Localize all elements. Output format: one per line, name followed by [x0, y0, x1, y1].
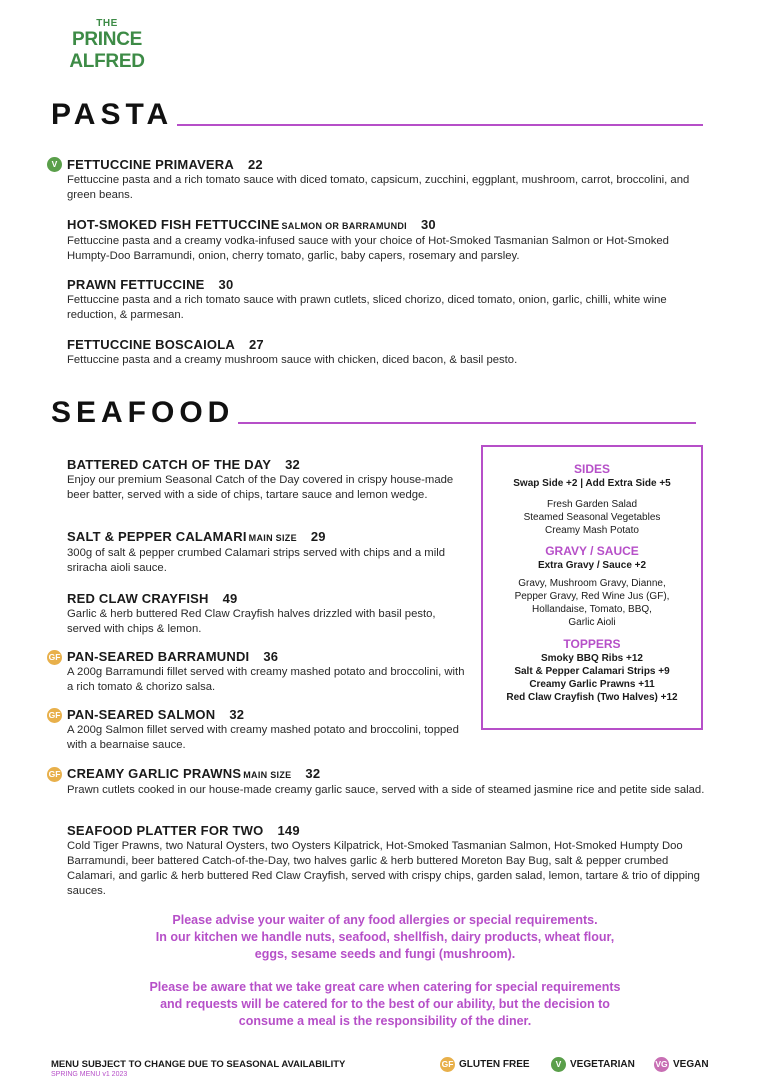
- sides-item: Steamed Seasonal Vegetables: [523, 512, 661, 523]
- menu-version: SPRING MENU v1 2023: [51, 1071, 128, 1078]
- notice-line: and requests will be catered for to the best of our ability, but the decision to: [160, 997, 610, 1011]
- vegetarian-badge: V: [47, 157, 62, 172]
- sides-item: Creamy Mash Potato: [545, 525, 639, 536]
- item-variant: MAIN SIZE: [248, 533, 297, 543]
- logo-name: PRINCE ALFRED: [69, 29, 145, 72]
- menu-item: [67, 591, 467, 637]
- item-description: Fettuccine pasta and a rich tomato sauce with diced tomato, capsicum, zucchini, eggplant, mushroom, carrot, broccolini, and green beans.: [67, 174, 690, 201]
- notice-line: In our kitchen we handle nuts, seafood, shellfish, dairy products, wheat flour,: [155, 930, 615, 944]
- item-description: Prawn cutlets cooked in our house-made creamy garlic sauce, served with a side of steamed jasmine rice and petite side salad.: [67, 784, 705, 796]
- item-description: Cold Tiger Prawns, two Natural Oysters, two Oysters Kilpatrick, Hot-Smoked Tasmanian Salmon, Hot-Smoked Humpty Doo Barramundi, beer battered Catch-of-the-Day, two halves garlic & herb buttered Moreton Bay Bug, salt & pepper crumbed Calamari, and garlic & herb buttered Red Claw Crayfish, served with crispy chips, garden salad, lemon, tartare & trio of dipping sauces.: [67, 840, 700, 897]
- menu-item: [67, 457, 467, 503]
- menu-item: [67, 277, 707, 323]
- menu-item: [67, 337, 707, 368]
- item-price: 27: [248, 337, 264, 352]
- item-name: RED CLAW CRAYFISH: [67, 591, 209, 606]
- seasonal-note: MENU SUBJECT TO CHANGE DUE TO SEASONAL AVAILABILITY: [51, 1059, 346, 1070]
- item-name: CREAMY GARLIC PRAWNS: [67, 766, 242, 781]
- notice-line: Please be aware that we take great care when catering for special requirements: [149, 980, 621, 994]
- sides-title: SIDES: [573, 462, 610, 476]
- item-price: 36: [263, 649, 279, 664]
- item-price: 32: [229, 707, 245, 722]
- seafood-rule: [238, 422, 696, 424]
- pasta-rule: [177, 124, 703, 126]
- item-variant: SALMON OR BARRAMUNDI: [281, 221, 407, 231]
- legend-vegetarian: [551, 1057, 635, 1072]
- menu-item: [67, 766, 712, 798]
- legend-label: VEGETARIAN: [570, 1059, 635, 1070]
- topper-item: Creamy Garlic Prawns +11: [529, 679, 655, 690]
- gravy-item: Garlic Aioli: [568, 617, 616, 628]
- sides-panel: [481, 445, 703, 730]
- gravy-item: Pepper Gravy, Red Wine Jus (GF),: [514, 591, 670, 602]
- topper-item: Salt & Pepper Calamari Strips +9: [514, 666, 670, 677]
- item-price: 30: [218, 277, 234, 292]
- item-price: 49: [222, 591, 238, 606]
- gluten-free-badge: GF: [47, 767, 62, 782]
- sides-item: Fresh Garden Salad: [546, 499, 638, 510]
- vegetarian-badge: V: [551, 1057, 566, 1072]
- gluten-free-badge: GF: [47, 650, 62, 665]
- item-price: 29: [310, 529, 326, 544]
- item-name: PRAWN FETTUCCINE: [67, 277, 205, 292]
- gluten-free-badge: GF: [47, 708, 62, 723]
- toppers-title: TOPPERS: [563, 637, 621, 651]
- logo: [47, 18, 167, 73]
- menu-item: [67, 823, 712, 899]
- logo-the: THE: [96, 18, 118, 29]
- item-name: HOT-SMOKED FISH FETTUCCINE: [67, 217, 280, 232]
- gluten-free-badge: GF: [440, 1057, 455, 1072]
- notice-line: Please advise your waiter of any food allergies or special requirements.: [172, 913, 598, 927]
- legend-label: VEGAN: [673, 1059, 709, 1070]
- item-description: Fettuccine pasta and a creamy vodka-infused sauce with your choice of Hot-Smoked Tasmanian Salmon or Hot-Smoked Humpty-Doo Barramundi, onion, cherry tomato, garlic, baby capers, rosemary and parsley.: [67, 235, 669, 262]
- seafood-heading: [51, 398, 696, 428]
- item-name: FETTUCCINE BOSCAIOLA: [67, 337, 235, 352]
- menu-item: [67, 529, 467, 576]
- item-description: Fettuccine pasta and a rich tomato sauce with prawn cutlets, sliced chorizo, diced tomato, onion, garlic, chilli, white wine reduction, & parmesan.: [67, 294, 667, 321]
- item-name: SALT & PEPPER CALAMARI: [67, 529, 247, 544]
- sides-swap: Swap Side +2 | Add Extra Side +5: [513, 478, 671, 489]
- disclaimer-notice: [60, 979, 710, 1030]
- item-price: 32: [285, 457, 300, 472]
- gravy-title: GRAVY / SAUCE: [545, 544, 639, 558]
- topper-item: Smoky BBQ Ribs +12: [541, 653, 643, 664]
- legend-vegan: [654, 1057, 709, 1072]
- gravy-extra: Extra Gravy / Sauce +2: [537, 560, 647, 571]
- seafood-title: SEAFOOD: [51, 396, 235, 429]
- item-name: PAN-SEARED BARRAMUNDI: [67, 649, 250, 664]
- item-description: A 200g Salmon fillet served with creamy mashed potato and broccolini, topped with a bearnaise sauce.: [67, 724, 459, 751]
- menu-item: [67, 157, 707, 203]
- item-description: Enjoy our premium Seasonal Catch of the Day covered in crispy house-made beer batter, served with a side of chips, tartare sauce and lemon wedge.: [67, 474, 454, 501]
- topper-item: Red Claw Crayfish (Two Halves) +12: [506, 692, 678, 703]
- item-description: A 200g Barramundi fillet served with creamy mashed potato and broccolini, with a rich tomato & chorizo salsa.: [67, 666, 465, 693]
- legend-gluten-free: [440, 1057, 530, 1072]
- item-price: 32: [305, 766, 321, 781]
- gravy-item: Hollandaise, Tomato, BBQ,: [532, 604, 652, 615]
- footer-note: [51, 1059, 345, 1079]
- vegan-badge: VG: [654, 1057, 669, 1072]
- notice-line: consume a meal is the responsibility of the diner.: [238, 1014, 532, 1028]
- legend-label: GLUTEN FREE: [459, 1059, 530, 1070]
- menu-item: [67, 217, 707, 264]
- notice-line: eggs, sesame seeds and fungi (mushroom).: [254, 947, 516, 961]
- item-description: Garlic & herb buttered Red Claw Crayfish halves drizzled with basil pesto, served with chips & lemon.: [67, 608, 436, 635]
- pasta-title: PASTA: [51, 98, 174, 131]
- item-price: 149: [277, 823, 300, 838]
- item-name: BATTERED CATCH OF THE DAY: [67, 457, 272, 472]
- allergy-notice: [60, 912, 710, 963]
- gravy-item: Gravy, Mushroom Gravy, Dianne,: [518, 578, 666, 589]
- item-price: 30: [420, 217, 436, 232]
- item-name: SEAFOOD PLATTER FOR TWO: [67, 823, 264, 838]
- menu-item: [67, 707, 467, 753]
- item-name: FETTUCCINE PRIMAVERA: [67, 157, 234, 172]
- menu-item: [67, 649, 467, 695]
- item-variant: MAIN SIZE: [243, 770, 292, 780]
- item-price: 22: [247, 157, 263, 172]
- item-description: Fettuccine pasta and a creamy mushroom sauce with chicken, diced bacon, & basil pesto.: [67, 354, 518, 366]
- pasta-heading: [51, 100, 703, 130]
- item-name: PAN-SEARED SALMON: [67, 707, 216, 722]
- item-description: 300g of salt & pepper crumbed Calamari strips served with chips and a mild sriracha aioli sauce.: [67, 547, 445, 574]
